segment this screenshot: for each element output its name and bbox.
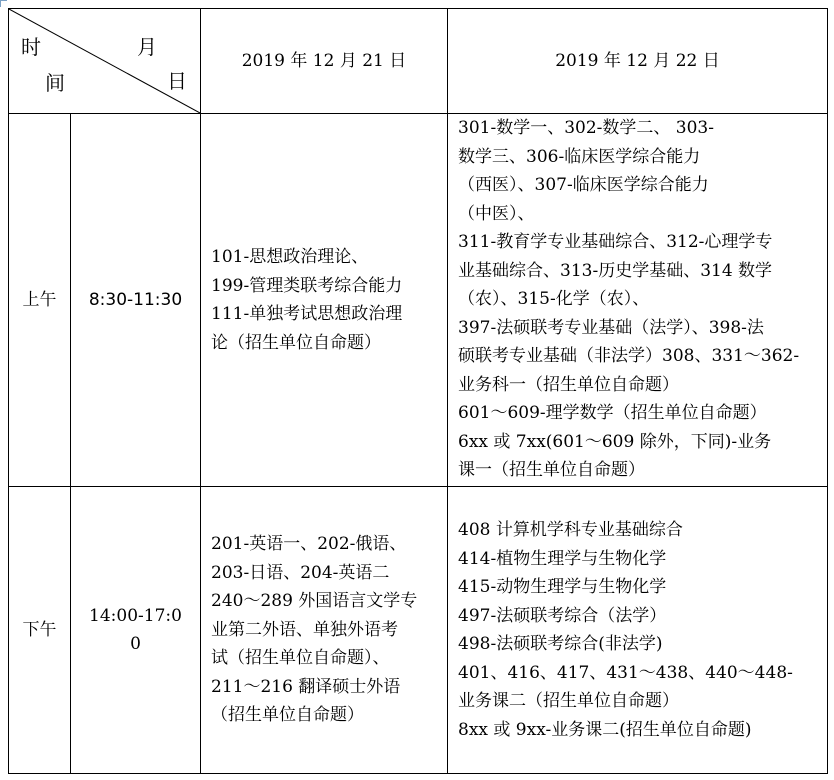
afternoon-day2-cell <box>448 487 827 773</box>
period-morning-label: 上午 <box>22 289 57 310</box>
morning-day2-cell <box>448 114 827 486</box>
header-day1 <box>201 9 447 113</box>
exam-schedule-table <box>8 8 828 774</box>
morning-day1-subjects: 101-思想政治理论、 199-管理类联考综合能力 111-单独考试思想政治理 论（招生单位自命题） <box>211 247 403 353</box>
corner-label-jian: 间 <box>45 71 65 95</box>
period-afternoon <box>9 487 70 773</box>
corner-label-ri: 日 <box>167 69 187 93</box>
time-morning-label: 8:30-11:30 <box>88 289 183 310</box>
corner-label-shi: 时 <box>21 35 41 59</box>
time-afternoon-label: 14:00-17:0 0 <box>89 605 182 654</box>
header-day1-label: 2019 年 12 月 21 日 <box>241 50 407 71</box>
period-afternoon-label: 下午 <box>22 619 57 640</box>
corner-mark <box>0 0 7 7</box>
morning-day1-cell <box>201 114 447 486</box>
header-day2 <box>448 9 827 113</box>
corner-label-yue: 月 <box>137 35 157 59</box>
header-corner-cell <box>9 9 200 113</box>
time-afternoon <box>71 487 200 773</box>
header-day2-label: 2019 年 12 月 22 日 <box>555 50 720 71</box>
period-morning <box>9 114 70 486</box>
time-morning <box>71 114 200 486</box>
afternoon-day2-subjects: 408 计算机学科专业基础综合 414-植物生理学与生物化学 415-动物生理学与生物化学 497-法硕联考综合（法学） 498-法硕联考综合(非法学) 401、416、417、431～438、440～448- 业务课二（招生单位自命题） 8xx 或 9xx-业务课二(招生单位自命题) <box>458 520 793 740</box>
afternoon-day1-cell <box>201 487 447 773</box>
morning-day2-subjects: 301-数学一、302-数学二、 303- 数学三、306-临床医学综合能力 （西医）、307-临床医学综合能力 （中医）、 311-教育学专业基础综合、312-心理学专 业基础综合、313-历史学基础、314 数学 （农）、315-化学（农）、 397-法硕联考专业基础（法学）、398-法 硕联考专业基础（非法学）308、331～362- 业务科一（招生单位自命题） 601～609-理学数学（招生单位自命题） 6xx 或 7xx(601～609 除外，下同)-业务 课一（招生单位自命题） <box>458 118 800 480</box>
afternoon-day1-subjects: 201-英语一、202-俄语、 203-日语、204-英语二 240～289 外国语言文学专 业第二外语、单独外语考 试（招生单位自命题）、 211～216 翻译硕士外语 （招生单位自命题） <box>211 534 418 726</box>
